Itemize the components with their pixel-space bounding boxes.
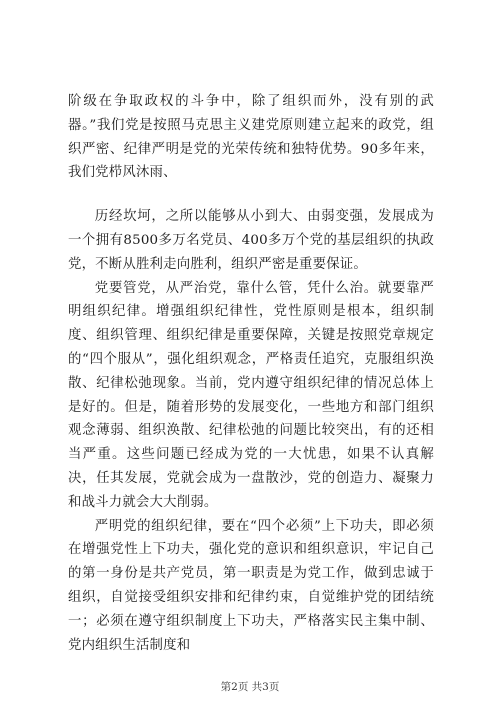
paragraph-3: 党要管党，从严治党，靠什么管，凭什么治。就要靠严明组织纪律。增强组织纪律性，党性原则是根本，组织制度、组织管理、组织纪律是重要保障，关键是按照党章规定的“四个服从”，强化组织观念，严格责任追究，克服组织涣散、纪律松弛现象。当前，党内遵守组织纪律的情况总体上是好的。但是，随着形势的发展变化，一些地方和部门组织观念薄弱、组织涣散、纪律松弛的问题比较突出，有的还相当严重。这些问题已经成为党的一大忧患，如果不认真解决，任其发展，党就会成为一盘散沙，党的创造力、凝聚力和战斗力就会大大削弱。 [68, 280, 434, 510]
paragraph-2: 历经坎坷，之所以能够从小到大、由弱变强，发展成为一个拥有8500多万名党员、400多万个党的基层组织的执政党，不断从胜利走向胜利，组织严密是重要保证。 [68, 209, 434, 272]
page-number-footer: 第2页 共3页 [220, 681, 280, 693]
paragraph-4: 严明党的组织纪律，要在“四个必须”上下功夫，即必须在增强党性上下功夫，强化党的意识和组织意识，牢记自己的第一身份是共产党员，第一职责是为党工作，做到忠诚于组织，自觉接受组织安排和纪律约束，自觉维护党的团结统一；必须在遵守组织制度上下功夫，严格落实民主集中制、党内组织生活制度和 [68, 518, 434, 653]
paragraph-1: 阶级在争取政权的斗争中，除了组织而外，没有别的武器。”我们党是按照马克思主义建党原则建立起来的政党，组织严密、纪律严明是党的光荣传统和独特优势。90多年来，我们党栉风沐雨、 [68, 94, 434, 181]
document-body [68, 90, 434, 657]
